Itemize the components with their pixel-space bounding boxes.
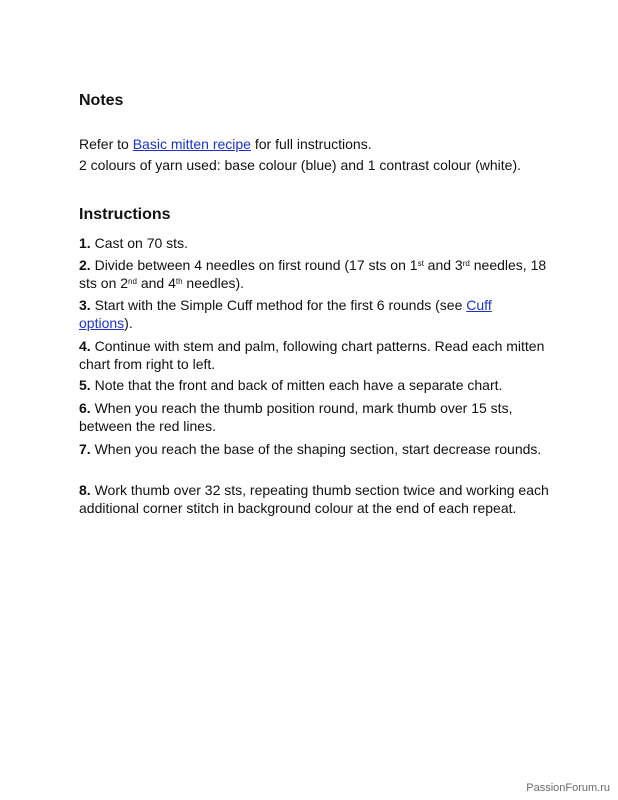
step-6 — [79, 400, 549, 435]
cuff-options-link[interactable]: Cuff options — [79, 297, 492, 331]
step-text: needles). — [182, 274, 245, 291]
refer-suffix: for full instructions. — [250, 136, 372, 152]
step-text: Work thumb over 32 sts, repeating thumb section twice and working each additional corner stitch in background colour at the end of each repeat. — [79, 482, 549, 516]
step-number: 1. — [79, 235, 91, 251]
step-text: Start with the Simple Cuff method for the first 6 rounds (see — [90, 297, 467, 313]
step-text: Divide between 4 needles on first round (17 sts on 1 — [90, 257, 418, 273]
instructions-heading: Instructions — [79, 206, 171, 223]
step-number: 7. — [79, 441, 91, 457]
step-4 — [79, 338, 549, 373]
ordinal-suffix: th — [175, 276, 183, 286]
step-2 — [79, 257, 549, 292]
step-8 — [79, 482, 549, 517]
yarn-paragraph: 2 colours of yarn used: base colour (blue) and 1 contrast colour (white). — [79, 157, 522, 173]
step-text: When you reach the base of the shaping section, start decrease rounds. — [90, 441, 542, 457]
step-text: and 4 — [136, 274, 176, 291]
ordinal-suffix: nd — [128, 276, 137, 286]
step-7 — [79, 441, 549, 459]
watermark: PassionForum.ru — [526, 782, 610, 794]
step-5 — [79, 377, 549, 395]
step-text: Continue with stem and palm, following chart patterns. Read each mitten chart from right to left. — [79, 338, 545, 372]
step-number: 4. — [79, 338, 91, 354]
ordinal-suffix: rd — [462, 259, 470, 268]
notes-heading: Notes — [79, 92, 124, 109]
step-text: ). — [124, 314, 133, 331]
ordinal-suffix: st — [417, 259, 424, 268]
step-number: 6. — [79, 400, 91, 416]
step-text: needles, 18 sts on 2 — [79, 257, 547, 291]
step-number: 8. — [79, 482, 91, 498]
step-text: When you reach the thumb position round, mark thumb over 15 sts, between the red lines. — [79, 400, 513, 434]
step-number: 2. — [79, 257, 91, 273]
step-text: Cast on 70 sts. — [90, 235, 188, 251]
refer-paragraph — [79, 136, 549, 154]
step-text: Note that the front and back of mitten each have a separate chart. — [90, 377, 503, 393]
step-number: 5. — [79, 377, 91, 393]
step-number: 3. — [79, 297, 91, 313]
step-text: and 3 — [423, 257, 463, 273]
step-3 — [79, 297, 549, 332]
step-1 — [79, 235, 549, 253]
basic-mitten-recipe-link[interactable]: Basic mitten recipe — [132, 136, 251, 152]
refer-prefix: Refer to — [79, 136, 133, 152]
